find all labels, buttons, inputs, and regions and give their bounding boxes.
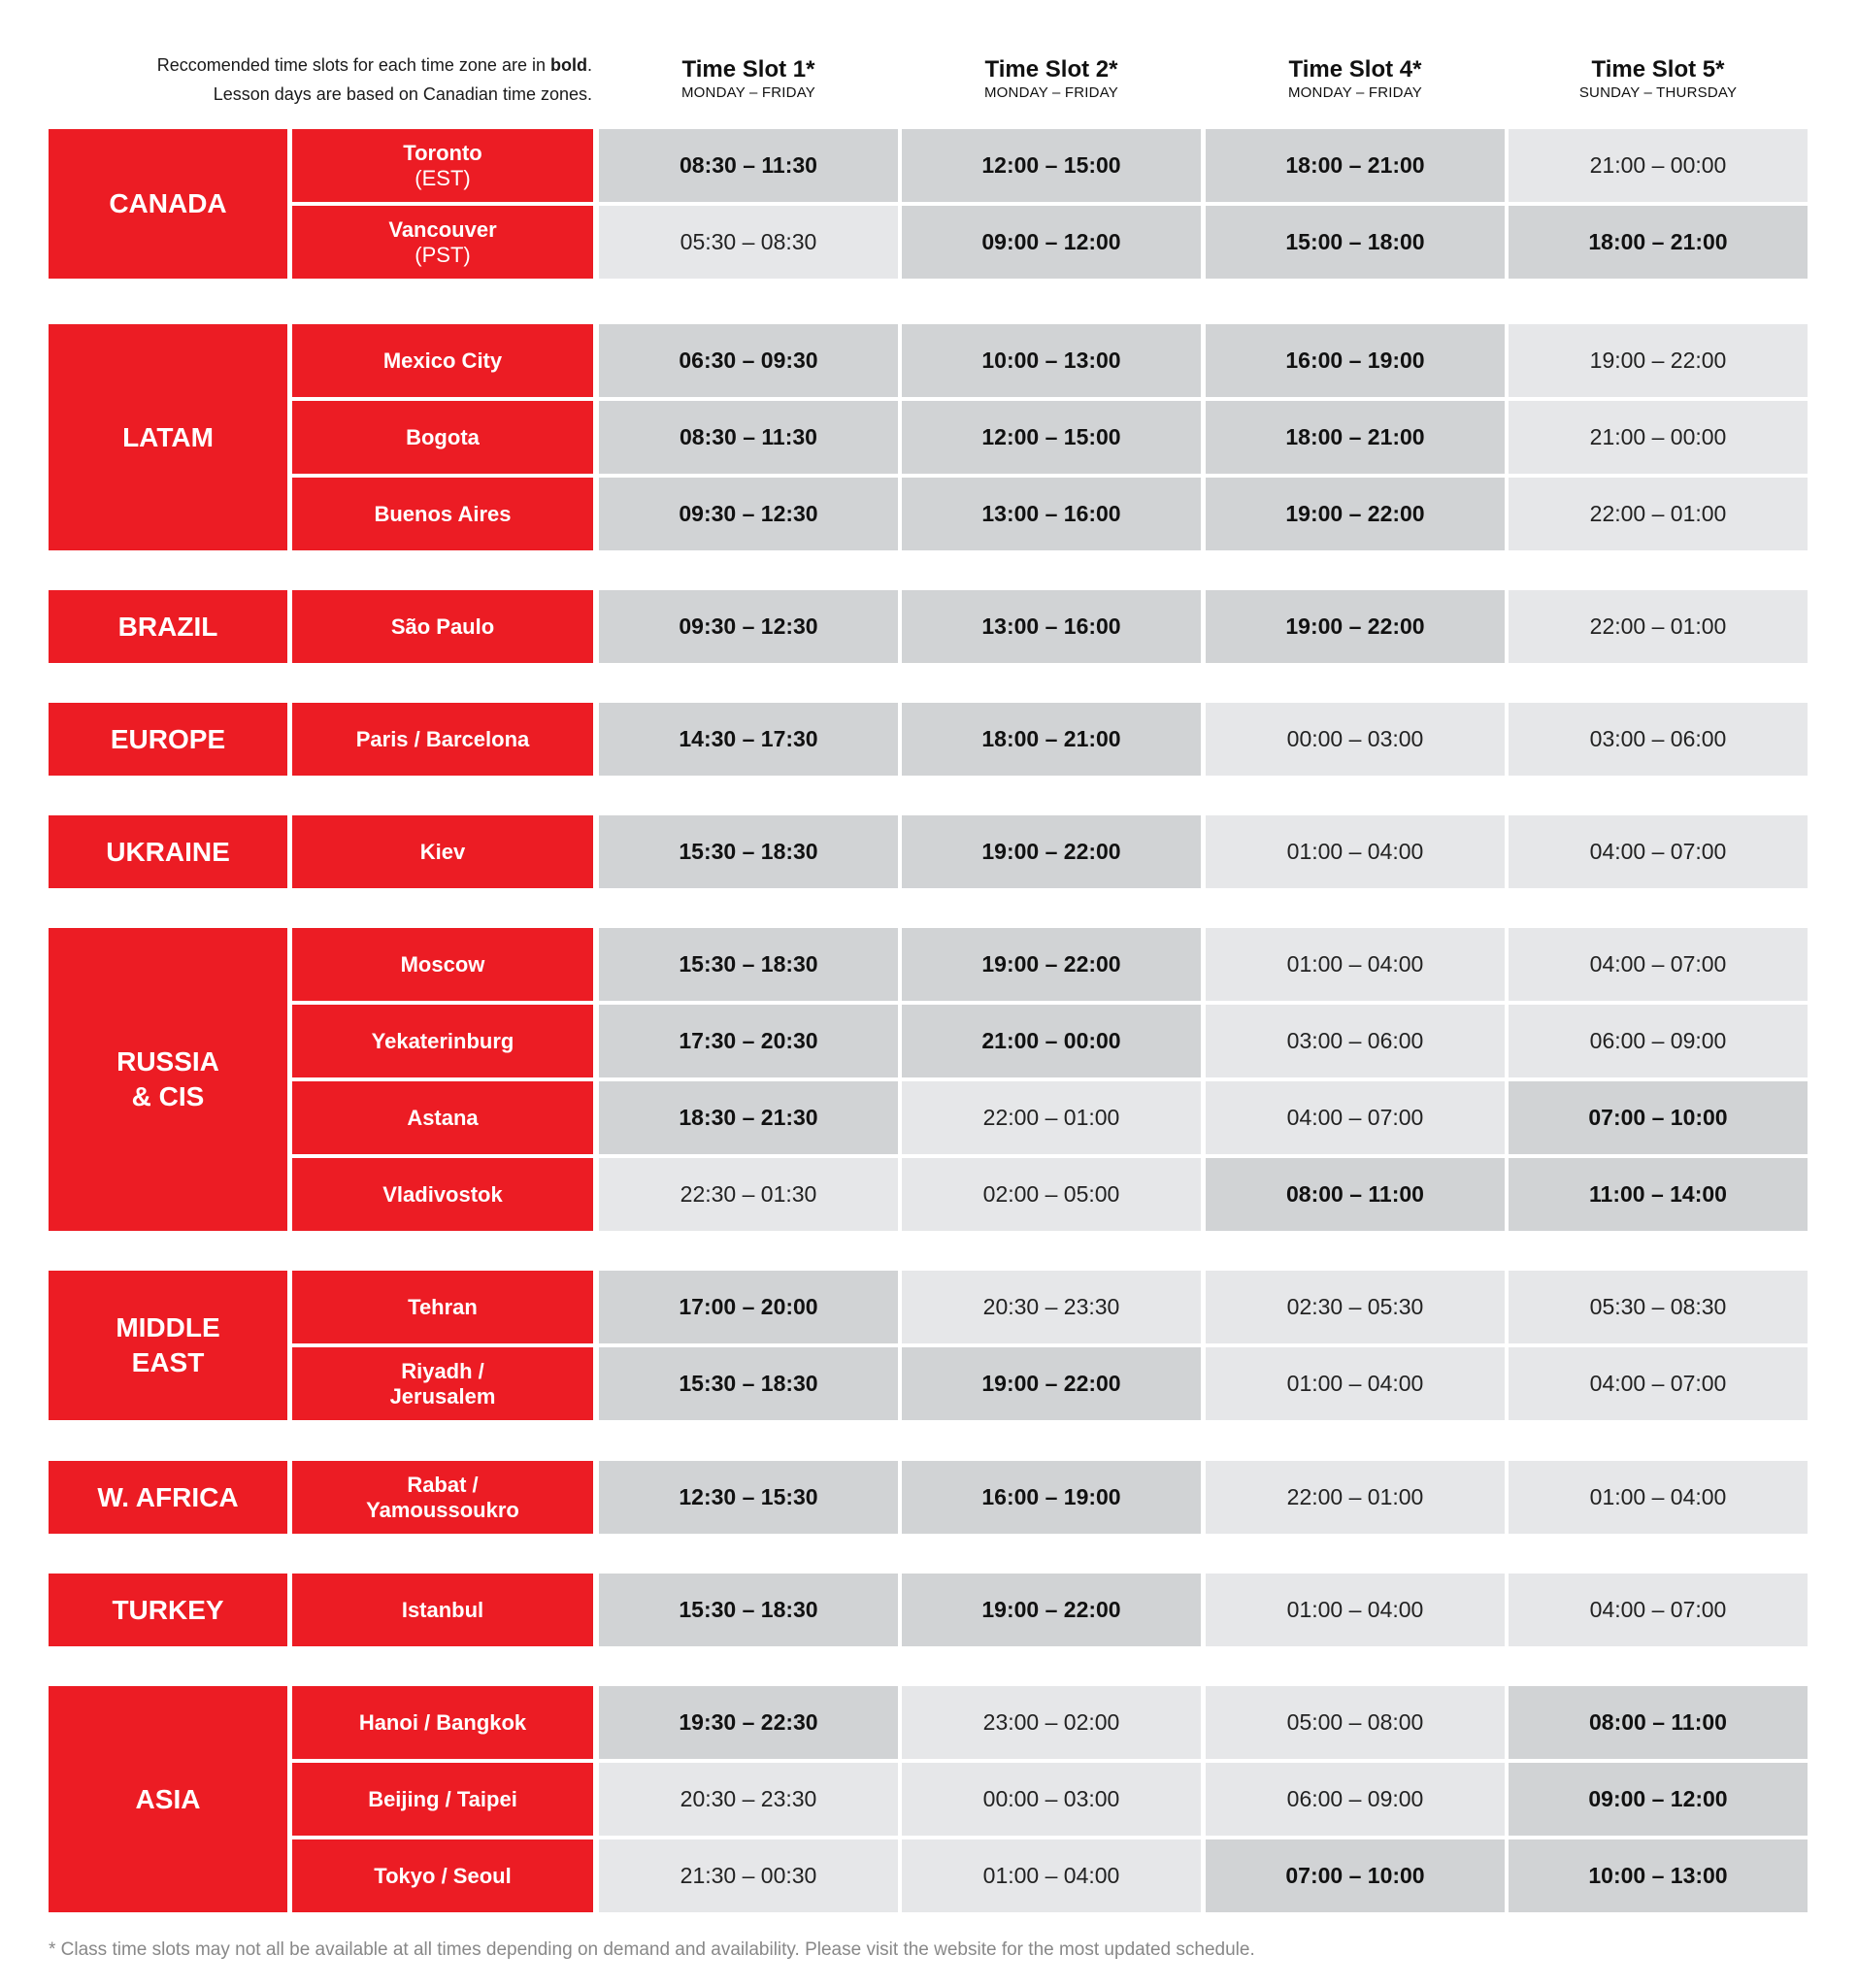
time-slot-cell: 04:00 – 07:00 (1509, 928, 1808, 1001)
time-slot-cell: 18:30 – 21:30 (599, 1081, 898, 1154)
time-slot-cell: 04:00 – 07:00 (1509, 1347, 1808, 1420)
region-label-text: CANADA (109, 188, 227, 218)
time-slot-cell: 08:30 – 11:30 (599, 129, 898, 202)
city-name: Istanbul (401, 1597, 484, 1622)
city-name: Rabat / (407, 1472, 479, 1497)
time-slot-cell: 01:00 – 04:00 (1509, 1461, 1808, 1534)
time-slot-cell: 23:00 – 02:00 (902, 1686, 1201, 1759)
time-slot-cell: 19:00 – 22:00 (902, 1574, 1201, 1646)
time-slot-cell: 05:30 – 08:30 (1509, 1271, 1808, 1343)
footnote: * Class time slots may not all be available at all times depending on demand and availability. Please visit the website for the most updated schedule. (49, 1939, 1255, 1960)
column-header-slot-4 (1207, 56, 1504, 103)
time-slot-cell: 02:30 – 05:30 (1206, 1271, 1505, 1343)
time-slot-cell: 22:00 – 01:00 (1509, 590, 1808, 663)
time-slot-cell: 09:00 – 12:00 (1509, 1763, 1808, 1836)
time-slot-cell: 07:00 – 10:00 (1509, 1081, 1808, 1154)
region-label-text: RUSSIA (116, 1046, 219, 1077)
column-days: MONDAY – FRIDAY (680, 84, 816, 101)
column-title: Time Slot 5* (1591, 56, 1725, 83)
city-label (292, 1347, 593, 1420)
time-slot-cell: 12:00 – 15:00 (902, 401, 1201, 474)
city-name: Vancouver (388, 216, 497, 242)
time-slot-cell: 21:00 – 00:00 (1509, 129, 1808, 202)
time-slot-cell: 18:00 – 21:00 (1206, 129, 1505, 202)
region-label-text: EUROPE (110, 723, 226, 754)
city-label (292, 1081, 593, 1154)
city-label (292, 1686, 593, 1759)
time-slot-cell: 06:30 – 09:30 (599, 324, 898, 397)
city-label (292, 324, 593, 397)
time-slot-cell: 03:00 – 06:00 (1509, 703, 1808, 776)
time-slot-cell: 05:00 – 08:00 (1206, 1686, 1505, 1759)
city-name: Riyadh / (401, 1358, 484, 1383)
city-name: Yamoussoukro (366, 1497, 519, 1522)
city-name: Tehran (408, 1294, 478, 1319)
city-name: Toronto (403, 140, 482, 165)
region-label-text: ASIA (135, 1783, 201, 1814)
time-slot-cell: 01:00 – 04:00 (1206, 1574, 1505, 1646)
time-slot-cell: 10:00 – 13:00 (902, 324, 1201, 397)
region-label (49, 129, 287, 279)
column-title: Time Slot 4* (1288, 56, 1422, 83)
region-label-text: MIDDLE (116, 1312, 220, 1342)
time-slot-cell: 21:00 – 00:00 (902, 1005, 1201, 1077)
column-days: MONDAY – FRIDAY (983, 84, 1119, 101)
city-label (292, 1271, 593, 1343)
city-label (292, 1461, 593, 1534)
time-slot-cell: 22:30 – 01:30 (599, 1158, 898, 1231)
city-label (292, 401, 593, 474)
time-slot-cell: 09:30 – 12:30 (599, 478, 898, 550)
region-label (49, 703, 287, 776)
legend-line-2: Lesson days are based on Canadian time zones. (213, 84, 592, 104)
city-name: Bogota (406, 424, 480, 449)
time-slot-cell: 01:00 – 04:00 (1206, 928, 1505, 1001)
city-label (292, 1763, 593, 1836)
region-label-text: UKRAINE (106, 836, 230, 867)
city-timezone: (PST) (415, 242, 471, 267)
time-slot-cell: 16:00 – 19:00 (1206, 324, 1505, 397)
region-label-text: BRAZIL (117, 611, 218, 642)
time-slot-cell: 21:30 – 00:30 (599, 1839, 898, 1912)
time-slot-cell: 20:30 – 23:30 (902, 1271, 1201, 1343)
column-title: Time Slot 2* (984, 56, 1118, 83)
time-slot-cell: 00:00 – 03:00 (1206, 703, 1505, 776)
time-slot-cell: 14:30 – 17:30 (599, 703, 898, 776)
time-slot-cell: 15:30 – 18:30 (599, 815, 898, 888)
region-label (49, 590, 287, 663)
time-slot-cell: 18:00 – 21:00 (1509, 206, 1808, 279)
time-slot-cell: 08:00 – 11:00 (1509, 1686, 1808, 1759)
city-name: Tokyo / Seoul (374, 1863, 512, 1888)
region-label (49, 1574, 287, 1646)
time-slot-cell: 15:00 – 18:00 (1206, 206, 1505, 279)
time-slot-cell: 22:00 – 01:00 (1206, 1461, 1505, 1534)
time-slot-cell: 16:00 – 19:00 (902, 1461, 1201, 1534)
region-label (49, 1461, 287, 1534)
city-name: Astana (407, 1105, 479, 1130)
time-slot-cell: 03:00 – 06:00 (1206, 1005, 1505, 1077)
time-slot-cell: 15:30 – 18:30 (599, 928, 898, 1001)
time-slot-cell: 04:00 – 07:00 (1206, 1081, 1505, 1154)
time-slot-cell: 17:30 – 20:30 (599, 1005, 898, 1077)
column-days: SUNDAY – THURSDAY (1578, 84, 1738, 101)
city-name: Yekaterinburg (371, 1028, 514, 1053)
column-header-slot-1 (600, 56, 897, 103)
time-slot-cell: 22:00 – 01:00 (902, 1081, 1201, 1154)
time-slot-cell: 10:00 – 13:00 (1509, 1839, 1808, 1912)
column-header-slot-2 (903, 56, 1200, 103)
time-slot-cell: 19:00 – 22:00 (1206, 590, 1505, 663)
region-label (49, 1686, 287, 1912)
region-label-text: TURKEY (112, 1594, 224, 1625)
region-label (49, 928, 287, 1231)
time-slot-cell: 08:00 – 11:00 (1206, 1158, 1505, 1231)
time-slot-cell: 01:00 – 04:00 (1206, 1347, 1505, 1420)
time-slot-cell: 15:30 – 18:30 (599, 1347, 898, 1420)
city-name: Kiev (419, 839, 466, 864)
time-slot-cell: 13:00 – 16:00 (902, 478, 1201, 550)
city-label (292, 1839, 593, 1912)
time-slot-cell: 21:00 – 00:00 (1509, 401, 1808, 474)
time-slot-cell: 19:00 – 22:00 (1206, 478, 1505, 550)
city-label (292, 815, 593, 888)
time-slot-cell: 17:00 – 20:00 (599, 1271, 898, 1343)
time-slot-cell: 19:00 – 22:00 (902, 815, 1201, 888)
time-slot-cell: 04:00 – 07:00 (1509, 815, 1808, 888)
time-slot-cell: 20:30 – 23:30 (599, 1763, 898, 1836)
city-label (292, 928, 593, 1001)
region-label-text: EAST (131, 1347, 205, 1377)
city-name: Paris / Barcelona (355, 726, 530, 751)
city-name: São Paulo (390, 613, 495, 639)
time-slot-cell: 09:00 – 12:00 (902, 206, 1201, 279)
city-name: Beijing / Taipei (368, 1786, 517, 1811)
city-name: Buenos Aires (374, 501, 512, 526)
region-label (49, 1271, 287, 1420)
region-label-text: & CIS (131, 1081, 205, 1111)
time-slot-cell: 02:00 – 05:00 (902, 1158, 1201, 1231)
time-slot-cell: 15:30 – 18:30 (599, 1574, 898, 1646)
city-label (292, 129, 593, 202)
time-slot-cell: 05:30 – 08:30 (599, 206, 898, 279)
time-slot-cell: 19:00 – 22:00 (1509, 324, 1808, 397)
time-slot-cell: 13:00 – 16:00 (902, 590, 1201, 663)
region-label-text: W. AFRICA (97, 1481, 239, 1512)
city-label (292, 590, 593, 663)
time-slot-cell: 01:00 – 04:00 (902, 1839, 1201, 1912)
city-timezone: (EST) (415, 165, 471, 190)
time-slot-cell: 00:00 – 03:00 (902, 1763, 1201, 1836)
time-slot-cell: 19:30 – 22:30 (599, 1686, 898, 1759)
city-label (292, 1005, 593, 1077)
legend-line-1: Reccomended time slots for each time zone are in bold. (156, 55, 592, 75)
time-slot-cell: 18:00 – 21:00 (902, 703, 1201, 776)
region-label (49, 324, 287, 550)
time-slot-cell: 01:00 – 04:00 (1206, 815, 1505, 888)
time-slot-cell: 09:30 – 12:30 (599, 590, 898, 663)
time-slot-cell: 19:00 – 22:00 (902, 1347, 1201, 1420)
city-name: Mexico City (382, 348, 503, 373)
time-slot-cell: 18:00 – 21:00 (1206, 401, 1505, 474)
time-slot-cell: 19:00 – 22:00 (902, 928, 1201, 1001)
city-label (292, 703, 593, 776)
city-label (292, 1158, 593, 1231)
city-label (292, 1574, 593, 1646)
city-label (292, 206, 593, 279)
time-slot-cell: 12:30 – 15:30 (599, 1461, 898, 1534)
column-title: Time Slot 1* (681, 56, 815, 83)
region-label-text: LATAM (122, 421, 214, 452)
time-slot-cell: 12:00 – 15:00 (902, 129, 1201, 202)
city-name: Moscow (400, 951, 485, 977)
legend-note (39, 50, 592, 109)
time-slot-cell: 22:00 – 01:00 (1509, 478, 1808, 550)
column-header-slot-5 (1510, 56, 1807, 103)
time-slot-cell: 06:00 – 09:00 (1206, 1763, 1505, 1836)
city-name: Hanoi / Bangkok (358, 1709, 527, 1735)
time-slot-cell: 11:00 – 14:00 (1509, 1158, 1808, 1231)
time-slot-cell: 07:00 – 10:00 (1206, 1839, 1505, 1912)
time-slot-cell: 08:30 – 11:30 (599, 401, 898, 474)
city-name: Jerusalem (389, 1383, 496, 1408)
region-label (49, 815, 287, 888)
city-label (292, 478, 593, 550)
time-slot-cell: 04:00 – 07:00 (1509, 1574, 1808, 1646)
time-slot-cell: 06:00 – 09:00 (1509, 1005, 1808, 1077)
city-name: Vladivostok (382, 1181, 503, 1207)
column-days: MONDAY – FRIDAY (1287, 84, 1423, 101)
